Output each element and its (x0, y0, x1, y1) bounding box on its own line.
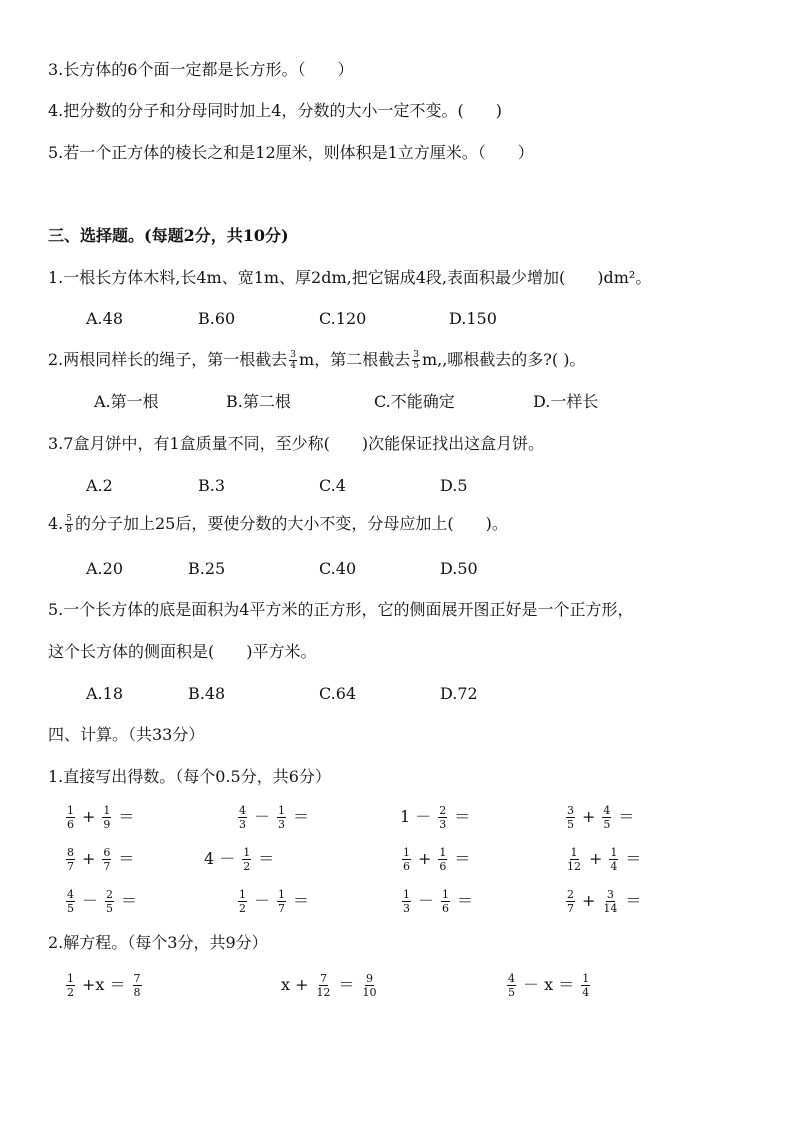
fraction-numerator: 1 (239, 888, 246, 901)
fraction-denominator: 2 (243, 860, 251, 873)
fraction-numerator: 4 (239, 804, 246, 817)
fraction-numerator: 1 (67, 804, 74, 817)
fraction: $\frac{3}{5}$ (413, 350, 419, 371)
fraction-numerator: 6 (103, 846, 111, 859)
fraction-denominator: 4 (582, 986, 590, 999)
equals-sign: ＝ (457, 891, 474, 910)
choice-q3-option-b: B.3 (198, 476, 226, 495)
choice-q5-line1: 5.一个长方体的底是面积为4平方米的正方形，它的侧面展开图正好是一个正方形， (48, 600, 634, 619)
fraction-numerator: 7 (133, 972, 141, 985)
fraction (507, 972, 516, 999)
judge-q5: 5.若一个正方体的棱长之和是12厘米，则体积是1立方厘米。（ ） (48, 143, 534, 162)
equation-text: +x ＝ (82, 975, 126, 994)
direct-calc-item (236, 884, 314, 918)
direct-calc-item (64, 884, 142, 918)
fraction (602, 888, 618, 915)
fraction (438, 846, 447, 873)
fraction (277, 804, 286, 831)
fraction: $\frac{5}{8}$ (66, 514, 72, 535)
fraction (566, 888, 575, 915)
fraction-numerator: 1 (103, 804, 111, 817)
fraction: $\frac{3}{4}$ (290, 350, 297, 371)
choice-q4-option-b: B.25 (188, 559, 226, 578)
fraction-denominator: 5 (106, 902, 114, 915)
operator: － (82, 891, 99, 910)
fraction-denominator: 12 (316, 986, 331, 999)
fraction (105, 888, 114, 915)
fraction-numerator: 2 (567, 888, 574, 901)
fraction (566, 846, 582, 873)
equals-sign: ＝ (118, 849, 135, 868)
fraction-numerator: 1 (582, 972, 590, 985)
choice-q2-option-b: B.第二根 (226, 392, 291, 411)
fraction (602, 804, 611, 831)
fraction-numerator: 8 (67, 846, 74, 859)
fraction-denominator: 7 (278, 902, 286, 915)
choice-q4-pre: 4. (48, 514, 64, 533)
operator: + (418, 849, 432, 868)
fraction-denominator: 3 (439, 818, 447, 831)
fraction (242, 846, 251, 873)
fraction-denominator: 6 (442, 902, 450, 915)
direct-calc-item (64, 842, 139, 876)
equation-text: x + (281, 975, 309, 994)
judge-q4: 4.把分数的分子和分母同时加上4，分数的大小一定不变。( ) (48, 101, 502, 120)
choice-q4-option-a: A.20 (86, 559, 123, 578)
fraction-denominator: 3 (239, 818, 246, 831)
fraction-denominator: 3 (403, 902, 410, 915)
choice-q4 (48, 514, 508, 535)
fraction (609, 846, 618, 873)
equation-text: － x ＝ (523, 975, 575, 994)
fraction-numerator: 1 (439, 846, 447, 859)
choice-q2-mid: m，第二根截去 (299, 350, 411, 369)
equation-text: ＝ (338, 975, 355, 994)
choice-q5-option-c: C.64 (319, 684, 357, 703)
choice-q2-option-d: D.一样长 (533, 392, 599, 411)
choice-q1-option-c: C.120 (319, 309, 367, 328)
fraction-numerator: 1 (403, 888, 410, 901)
choice-q1: 1.一根长方体木料,长4m、宽1m、厚2dm,把它锯成4段,表面积最少增加( )dm²。 (48, 268, 652, 287)
equals-sign: ＝ (258, 849, 275, 868)
direct-calc-item (564, 800, 639, 834)
operator: + (582, 891, 596, 910)
fraction-denominator: 5 (67, 902, 74, 915)
direct-calc-item (564, 884, 646, 918)
operator: － (418, 891, 435, 910)
fraction (581, 972, 590, 999)
choice-q2-post: m,,哪根截去的多?( )。 (421, 350, 586, 369)
fraction-denominator: 6 (439, 860, 447, 873)
operator: － (254, 891, 271, 910)
fraction (402, 888, 411, 915)
fraction-denominator: 12 (567, 860, 581, 873)
choice-q2-option-a: A.第一根 (94, 392, 159, 411)
direct-calc-item (204, 842, 279, 876)
fraction-denominator: 7 (103, 860, 111, 873)
fraction (66, 972, 75, 999)
fraction-numerator: 1 (570, 846, 578, 859)
fraction-denominator: 5 (603, 818, 611, 831)
direct-calc-item (400, 800, 475, 834)
direct-calc-item (400, 884, 478, 918)
fraction-numerator: 2 (439, 804, 447, 817)
fraction-denominator: 9 (103, 818, 111, 831)
choice-q4-option-d: D.50 (440, 559, 478, 578)
fraction-denominator: 2 (239, 902, 246, 915)
fraction-denominator: 5 (567, 818, 574, 831)
judge-q3: 3.长方体的6个面一定都是长方形。（ ） (48, 60, 354, 79)
fraction (102, 804, 111, 831)
equals-sign: ＝ (121, 891, 138, 910)
fraction-numerator: 3 (567, 804, 574, 817)
section-heading-choice: 三、选择题。(每题2分，共10分) (48, 226, 289, 245)
fraction (438, 804, 447, 831)
fraction (277, 888, 286, 915)
operator: － (219, 849, 236, 868)
fraction-denominator: 2 (67, 986, 74, 999)
equals-sign: ＝ (454, 807, 471, 826)
choice-q2-pre: 2.两根同样长的绳子，第一根截去 (48, 350, 288, 369)
fraction-denominator: 6 (67, 818, 74, 831)
choice-q1-option-d: D.150 (449, 309, 497, 328)
choice-q5-line2: 这个长方体的侧面积是( )平方米。 (48, 642, 317, 661)
fraction-denominator: 7 (67, 860, 74, 873)
choice-q5-option-d: D.72 (440, 684, 478, 703)
fraction (362, 972, 378, 999)
fraction (66, 846, 75, 873)
choice-q4-post: 的分子加上25后，要使分数的大小不变，分母应加上( )。 (75, 514, 508, 533)
equals-sign: ＝ (625, 849, 642, 868)
choice-q3-option-c: C.4 (319, 476, 346, 495)
equation-item (64, 968, 144, 1002)
fraction (102, 846, 111, 873)
fraction-numerator: 4 (603, 804, 611, 817)
whole-number: 4 (204, 849, 215, 868)
fraction-numerator: 1 (278, 888, 286, 901)
choice-q5-option-b: B.48 (188, 684, 226, 703)
equals-sign: ＝ (454, 849, 471, 868)
fraction-numerator: 4 (67, 888, 74, 901)
fraction-numerator: 1 (403, 846, 410, 859)
fraction-numerator: 1 (243, 846, 251, 859)
choice-q2 (48, 350, 585, 371)
fraction (66, 804, 75, 831)
operator: + (589, 849, 603, 868)
fraction-numerator: 7 (320, 972, 328, 985)
equals-sign: ＝ (625, 891, 642, 910)
fraction-numerator: 4 (508, 972, 515, 985)
choice-q4-option-c: C.40 (319, 559, 357, 578)
direct-calc-item (236, 800, 314, 834)
direct-calc-item (64, 800, 139, 834)
fraction-denominator: 5 (508, 986, 515, 999)
calc-sub2-title: 2.解方程。（每个3分，共9分） (48, 933, 268, 952)
equals-sign: ＝ (293, 891, 310, 910)
choice-q3-option-a: A.2 (86, 476, 113, 495)
operator: － (415, 807, 432, 826)
fraction (66, 888, 75, 915)
calc-sub1-title: 1.直接写出得数。（每个0.5分，共6分） (48, 767, 331, 786)
fraction (441, 888, 450, 915)
fraction-denominator: 10 (362, 986, 377, 999)
equation-item (505, 968, 592, 1002)
fraction (316, 972, 332, 999)
choice-q2-option-c: C.不能确定 (374, 392, 455, 411)
fraction-denominator: 4 (610, 860, 618, 873)
equation-item (276, 968, 380, 1002)
fraction-numerator: 3 (606, 888, 614, 901)
fraction-denominator: 3 (278, 818, 286, 831)
choice-q1-option-b: B.60 (198, 309, 236, 328)
fraction-denominator: 7 (567, 902, 574, 915)
fraction-numerator: 1 (278, 804, 286, 817)
fraction (238, 804, 247, 831)
choice-q3: 3.7盒月饼中，有1盒质量不同，至少称( )次能保证找出这盒月饼。 (48, 434, 545, 453)
fraction-numerator: 9 (366, 972, 374, 985)
choice-q5-option-a: A.18 (86, 684, 123, 703)
choice-q1-option-a: A.48 (86, 309, 123, 328)
operator: + (82, 807, 96, 826)
fraction (402, 846, 411, 873)
equals-sign: ＝ (618, 807, 635, 826)
operator: － (254, 807, 271, 826)
fraction-denominator: 6 (403, 860, 410, 873)
direct-calc-item (564, 842, 646, 876)
fraction-numerator: 1 (67, 972, 74, 985)
operator: + (82, 849, 96, 868)
section-heading-calc: 四、计算。（共33分） (48, 725, 205, 744)
fraction-numerator: 1 (442, 888, 450, 901)
fraction-denominator: 8 (133, 986, 141, 999)
direct-calc-item (400, 842, 475, 876)
fraction (566, 804, 575, 831)
equals-sign: ＝ (293, 807, 310, 826)
fraction (133, 972, 142, 999)
operator: + (582, 807, 596, 826)
fraction-denominator: 14 (603, 902, 618, 915)
fraction (238, 888, 247, 915)
fraction-numerator: 2 (106, 888, 114, 901)
equals-sign: ＝ (118, 807, 135, 826)
choice-q3-option-d: D.5 (440, 476, 468, 495)
whole-number: 1 (400, 807, 411, 826)
fraction-numerator: 1 (610, 846, 618, 859)
